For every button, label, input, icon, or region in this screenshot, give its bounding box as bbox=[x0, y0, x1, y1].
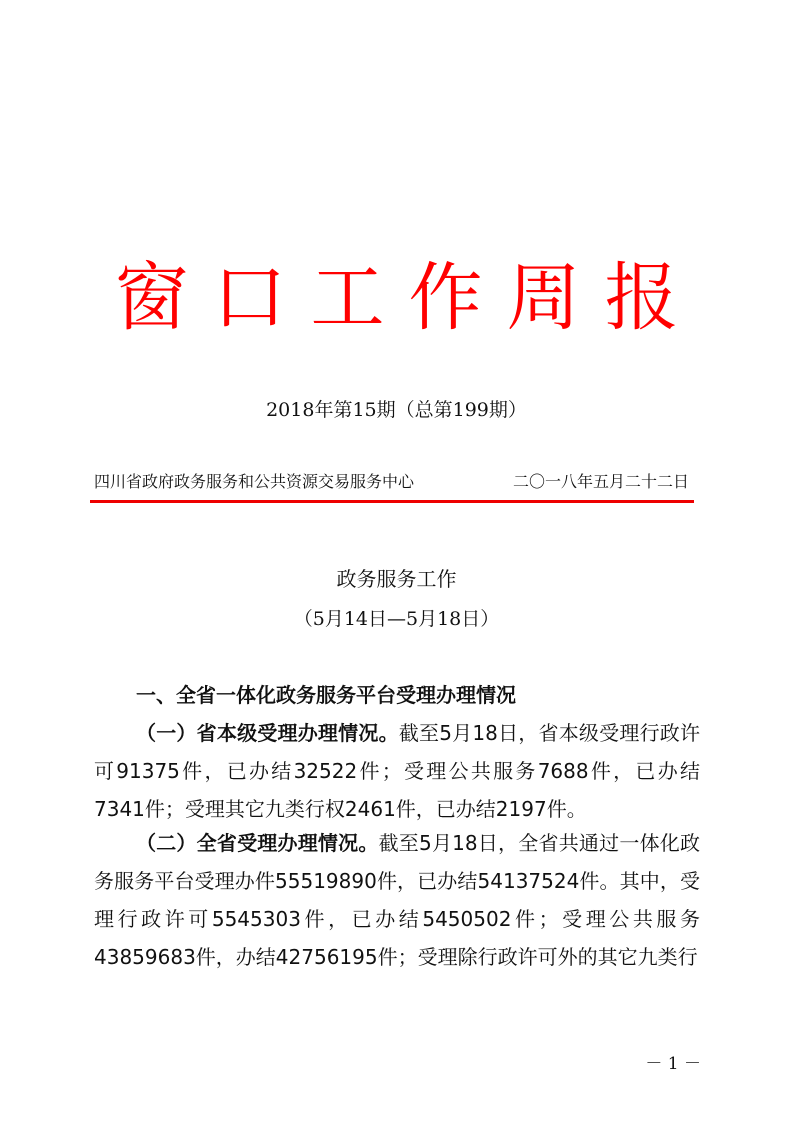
page-number: － 1 － bbox=[645, 1054, 701, 1074]
issue-date: 二〇一八年五月二十二日 bbox=[512, 472, 689, 491]
paragraph-provincial-level bbox=[94, 714, 700, 828]
paragraph-lead: （二）全省受理办理情况。 bbox=[136, 831, 379, 855]
section-title: 政务服务工作 bbox=[336, 567, 457, 591]
paragraph-body: 截至5月18日，省本级受理行政许可91375件，已办结32522件；受理公共服务7688件，已办结7341件；受理其它九类行权2461件，已办结2197件。 bbox=[94, 721, 701, 821]
paragraph-province-wide bbox=[94, 824, 700, 976]
issuing-organization: 四川省政府政务服务和公共资源交易服务中心 bbox=[94, 472, 415, 491]
section-date-range: （5月14日—5月18日） bbox=[293, 608, 500, 630]
issue-number: 2018年第15期（总第199期） bbox=[266, 399, 527, 421]
paragraph-body: 截至5月18日，全省共通过一体化政务服务平台受理办件55519890件，已办结54137524件。其中，受理行政许可5545303件，已办结5450502件；受理公共服务43859683件，办结42756195件；受理除行政许可外的其它九类行 bbox=[94, 831, 700, 969]
red-divider-rule bbox=[90, 500, 694, 503]
masthead-title: 窗口工作周报 bbox=[114, 255, 703, 341]
paragraph-lead: （一）省本级受理办理情况。 bbox=[136, 721, 399, 745]
heading-1: 一、全省一体化政务服务平台受理办理情况 bbox=[136, 683, 516, 707]
